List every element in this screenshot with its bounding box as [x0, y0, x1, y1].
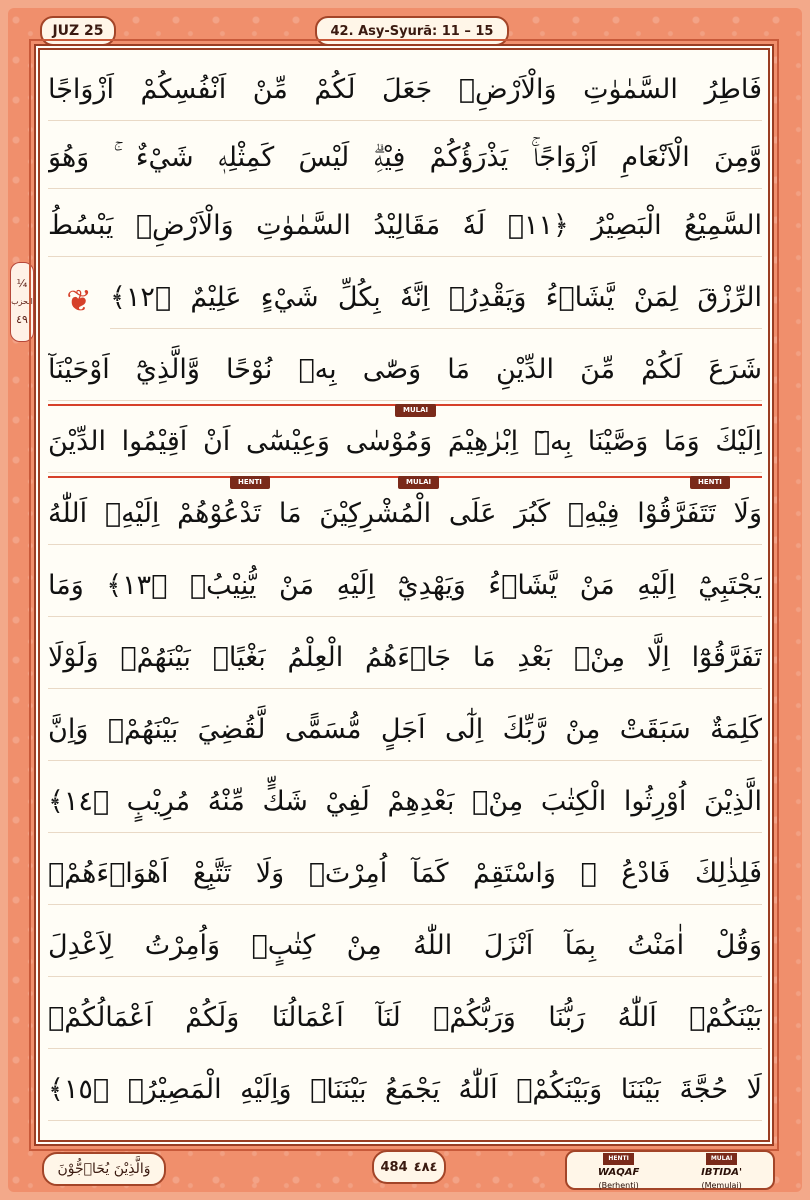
verse-line-15: لَا حُجَّةَ بَيْنَنَا وَبَيْنَكُمْۗ اَللّٰهُ يَجْمَعُ بَيْنَنَاۚ وَاِلَيْهِ الْمَصِيْرُۗ ﴿١٥﴾	[48, 1060, 762, 1121]
hizb-fraction: ¼	[16, 277, 28, 290]
verse-line-11: الَّذِيْنَ اُوْرِثُوا الْكِتٰبَ مِنْۢ بَعْدِهِمْ لَفِيْ شَكٍّ مِّنْهُ مُرِيْبٍ ﴿١٤﴾	[48, 772, 762, 833]
legend-waqaf-label: WAQAF	[597, 1166, 640, 1178]
mulai-tag: MULAI	[395, 404, 436, 417]
juz-badge	[40, 16, 116, 46]
verse-line-7: وَلَا تَتَفَرَّقُوْا فِيْهِۗ كَبُرَ عَلَى الْمُشْرِكِيْنَ مَا تَدْعُوْهُمْ اِلَيْهِۗ اَللّٰهُ	[48, 484, 762, 545]
verse-line-6: اِلَيْكَ وَمَا وَصَّيْنَا بِهٖٓ اِبْرٰهِيْمَ وَمُوْسٰى وَعِيْسٰٓى اَنْ اَقِيْمُوا الدِّيْنَ	[48, 412, 762, 473]
verse-line-8: يَجْتَبِيْٓ اِلَيْهِ مَنْ يَّشَاۤءُ وَيَهْدِيْٓ اِلَيْهِ مَنْ يُّنِيْبُۗ ﴿١٣﴾ وَمَا	[48, 556, 762, 617]
page-number-latin: 484	[380, 1159, 408, 1175]
legend-waqaf	[598, 1150, 639, 1191]
catchword-text: وَالَّذِيْنَ يُحَاۤجُّوْنَ	[57, 1161, 151, 1177]
verse-line-3: السَّمِيْعُ الْبَصِيْرُ ﴿١١﴾ لَهٗ مَقَالِيْدُ السَّمٰوٰتِ وَالْاَرْضِۚ يَبْسُطُ	[48, 196, 762, 257]
waqaf-legend	[565, 1150, 775, 1190]
surah-label: 42. Asy-Syurā: 11 – 15	[330, 23, 494, 39]
hizb-label: الحزب	[11, 297, 33, 306]
verse-line-10: كَلِمَةٌ سَبَقَتْ مِنْ رَّبِّكَ اِلٰٓى اَجَلٍ مُّسَمًّى لَّقُضِيَ بَيْنَهُمْۗ وَاِنَّ	[48, 700, 762, 761]
legend-ibtida-label: IBTIDA'	[701, 1166, 743, 1178]
page-number	[372, 1150, 446, 1184]
surah-header	[315, 16, 509, 46]
next-page-catchword	[42, 1152, 166, 1186]
verse-line-4: الرِّزْقَ لِمَنْ يَّشَاۤءُ وَيَقْدِرُۗ اِنَّهٗ بِكُلِّ شَيْءٍ عَلِيْمٌ ﴿١٢﴾	[110, 268, 762, 329]
legend-henti-tag: HENTI	[603, 1153, 633, 1165]
verse-line-12: فَلِذٰلِكَ فَادْعُ ۚ وَاسْتَقِمْ كَمَآ اُمِرْتَۚ وَلَا تَتَّبِعْ اَهْوَاۤءَهُمْۚ	[48, 844, 762, 905]
verse-line-9: تَفَرَّقُوْٓا اِلَّا مِنْۢ بَعْدِ مَا جَاۤءَهُمُ الْعِلْمُ بَغْيًاۢ بَيْنَهُمْۗ وَلَوْلَا	[48, 628, 762, 689]
verse-line-5: شَرَعَ لَكُمْ مِّنَ الدِّيْنِ مَا وَصّٰى بِهٖ نُوْحًا وَّالَّذِيْٓ اَوْحَيْنَآ	[48, 340, 762, 401]
juz-label: JUZ 25	[52, 23, 104, 39]
page-number-arabic: ٤٨٤	[413, 1159, 438, 1175]
legend-mulai-tag: MULAI	[706, 1153, 738, 1165]
verse-line-1: فَاطِرُ السَّمٰوٰتِ وَالْاَرْضِۗ جَعَلَ لَكُمْ مِّنْ اَنْفُسِكُمْ اَزْوَاجًا	[48, 60, 762, 121]
verse-line-14: بَيْنَكُمْۗ اَللّٰهُ رَبُّنَا وَرَبُّكُمْۗ لَنَآ اَعْمَالُنَا وَلَكُمْ اَعْمَالُكُمْۗ	[48, 988, 762, 1049]
mulai-tag-2: MULAI	[398, 476, 439, 489]
henti-tag-1: HENTI	[230, 476, 270, 489]
legend-waqaf-sub: (Berhenti)	[598, 1180, 639, 1190]
ornament-icon: ❦	[66, 284, 92, 319]
hizb-marker	[10, 262, 34, 342]
legend-ibtida-sub: (Memulai)	[701, 1180, 742, 1190]
henti-tag-2: HENTI	[690, 476, 730, 489]
hizb-number: ٤٩	[16, 313, 28, 326]
verse-line-13: وَقُلْ اٰمَنْتُ بِمَآ اَنْزَلَ اللّٰهُ مِنْ كِتٰبٍۚ وَاُمِرْتُ لِاَعْدِلَ	[48, 916, 762, 977]
verse-line-2: وَّمِنَ الْاَنْعَامِ اَزْوَاجًاۚ يَذْرَؤُكُمْ فِيْهِۗ لَيْسَ كَمِثْلِهٖ شَيْءٌ ۚ وَهُوَ	[48, 128, 762, 189]
legend-ibtida	[701, 1150, 742, 1191]
